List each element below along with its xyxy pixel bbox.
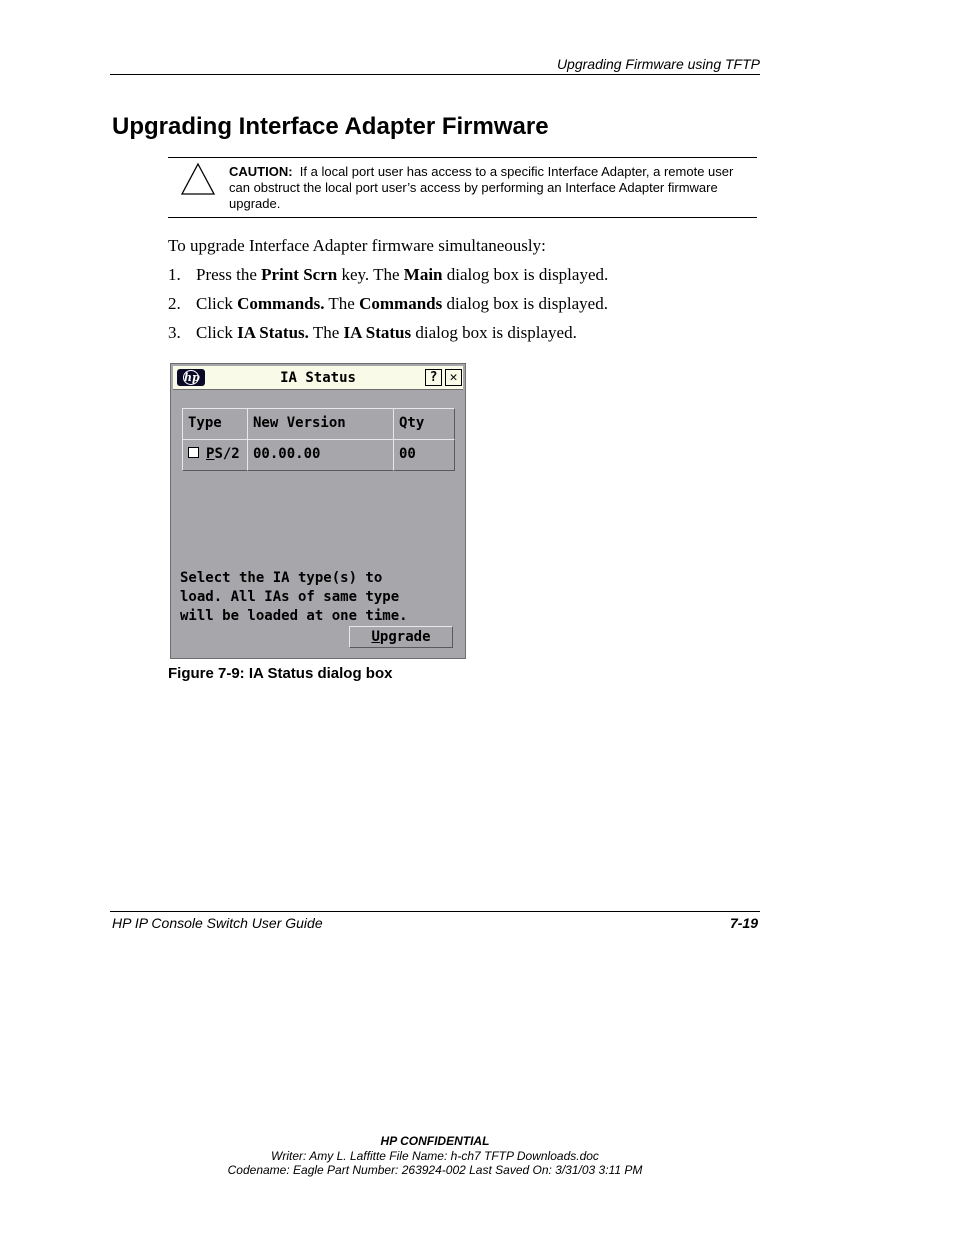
dialog-titlebar	[173, 366, 463, 390]
step-text: key. The	[337, 265, 404, 284]
step-number: 1.	[168, 265, 181, 284]
table-row-type-cell[interactable]	[182, 439, 248, 471]
page-number: 7-19	[729, 915, 758, 931]
upgrade-label: pgrade	[379, 629, 431, 645]
intro-text: To upgrade Interface Adapter firmware simultaneously:	[168, 236, 546, 255]
figure-caption: Figure 7-9: IA Status dialog box	[168, 665, 393, 682]
step-keyword: Commands.	[237, 294, 325, 313]
column-header-new-version[interactable]: New Version	[247, 408, 394, 440]
step-1	[168, 265, 608, 285]
running-header: Upgrading Firmware using TFTP	[556, 56, 760, 72]
step-keyword: Print Scrn	[261, 265, 338, 284]
step-text: Press the	[196, 265, 262, 284]
step-2	[168, 294, 608, 314]
confidential-title: HP CONFIDENTIAL	[380, 1134, 490, 1148]
step-text: The	[324, 294, 360, 313]
caution-note	[229, 164, 749, 212]
ps2-checkbox[interactable]	[188, 447, 199, 458]
ia-status-dialog	[170, 363, 466, 659]
column-header-qty[interactable]: Qty	[393, 408, 455, 440]
step-keyword: IA Status.	[237, 323, 309, 342]
step-text: Click	[196, 323, 238, 342]
hp-logo-text: hp	[184, 371, 200, 384]
caution-body: If a local port user has access to a specific Interface Adapter, a remote user can obstruct the local port user’s access by performing an Interface Adapter firmware upgrade.	[229, 164, 734, 211]
type-hotkey: P	[206, 446, 215, 462]
warning-triangle-icon	[180, 162, 216, 196]
step-text: dialog box is displayed.	[442, 294, 608, 313]
footer-guide-title: HP IP Console Switch User Guide	[112, 915, 323, 931]
type-label: S/2	[214, 446, 240, 462]
footer-rule	[110, 911, 760, 912]
step-3	[168, 323, 577, 343]
step-text: Click	[196, 294, 238, 313]
header-rule	[110, 74, 760, 75]
step-text: dialog box is displayed.	[411, 323, 577, 342]
dialog-title: IA Status	[280, 370, 356, 386]
confidential-writer-line: Writer: Amy L. Laffitte File Name: h-ch7 TFTP Downloads.doc	[271, 1149, 599, 1163]
hp-logo-icon	[177, 369, 205, 386]
step-text: dialog box is displayed.	[442, 265, 609, 284]
confidential-codename-line: Codename: Eagle Part Number: 263924-002 Last Saved On: 3/31/03 3:11 PM	[227, 1163, 643, 1177]
dialog-message: Select the IA type(s) to load. All IAs of same type will be loaded at one time.	[180, 570, 408, 624]
step-number: 3.	[168, 323, 181, 342]
step-keyword: Commands	[359, 294, 443, 313]
step-text: The	[308, 323, 344, 342]
step-keyword: Main	[403, 265, 443, 284]
caution-label: CAUTION:	[229, 164, 293, 179]
section-title: Upgrading Interface Adapter Firmware	[112, 113, 549, 140]
step-number: 2.	[168, 294, 181, 313]
column-header-type[interactable]: Type	[182, 408, 248, 440]
caution-top-rule	[168, 157, 757, 158]
caution-bottom-rule	[168, 217, 757, 218]
help-button[interactable]: ?	[425, 369, 442, 386]
step-keyword: IA Status	[343, 323, 412, 342]
table-row-version-cell: 00.00.00	[247, 439, 394, 471]
upgrade-hotkey: U	[371, 629, 380, 645]
table-row-qty-cell: 00	[393, 439, 455, 471]
close-button[interactable]: ✕	[445, 369, 462, 386]
upgrade-button[interactable]	[349, 626, 453, 648]
